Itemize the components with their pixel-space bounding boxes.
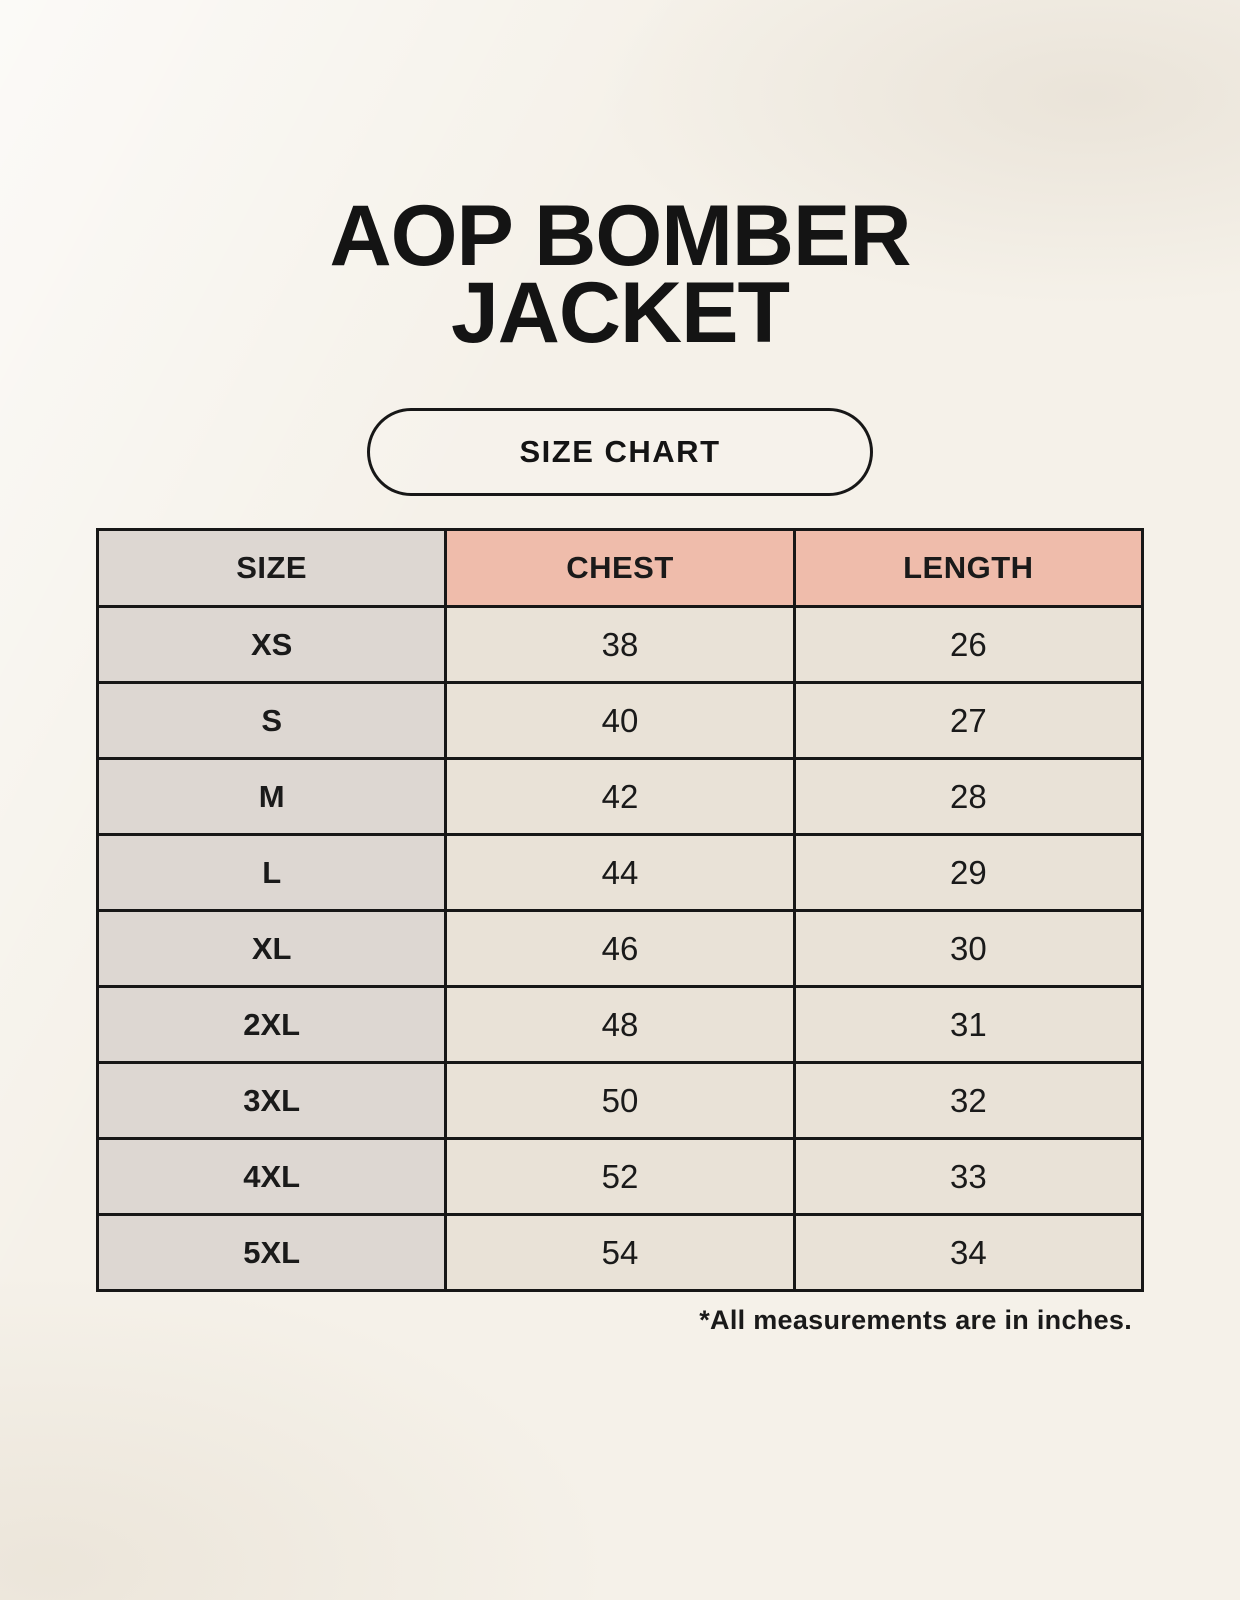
size-cell: 5XL [98,1215,446,1291]
chest-cell: 40 [446,683,794,759]
chest-cell: 46 [446,911,794,987]
length-cell: 33 [794,1139,1142,1215]
header-chest: CHEST [446,530,794,607]
table-header-row [98,530,1143,607]
chest-cell: 54 [446,1215,794,1291]
table-row [98,1215,1143,1291]
header-size: SIZE [98,530,446,607]
length-cell: 31 [794,987,1142,1063]
chest-cell: 44 [446,835,794,911]
size-cell: 3XL [98,1063,446,1139]
chest-cell: 38 [446,607,794,683]
size-chart-badge [367,408,873,496]
page-title-line2: JACKET [450,265,790,361]
chest-cell: 42 [446,759,794,835]
size-cell: 4XL [98,1139,446,1215]
size-cell: S [98,683,446,759]
table-row [98,911,1143,987]
length-cell: 28 [794,759,1142,835]
chest-cell: 48 [446,987,794,1063]
chest-cell: 50 [446,1063,794,1139]
chest-cell: 52 [446,1139,794,1215]
size-chart-badge-label: SIZE CHART [519,434,721,469]
size-cell: XL [98,911,446,987]
table-header [98,530,1143,607]
measurements-footnote: *All measurements are in inches. [699,1305,1132,1335]
table-row [98,835,1143,911]
table-row [98,683,1143,759]
size-cell: M [98,759,446,835]
length-cell: 30 [794,911,1142,987]
size-chart-badge-container [0,408,1240,496]
table-row [98,1139,1143,1215]
size-cell: 2XL [98,987,446,1063]
length-cell: 27 [794,683,1142,759]
size-chart-table [96,528,1144,1292]
size-cell: L [98,835,446,911]
table-row [98,1063,1143,1139]
table-body [98,607,1143,1291]
table-row [98,759,1143,835]
length-cell: 29 [794,835,1142,911]
length-cell: 26 [794,607,1142,683]
header-length: LENGTH [794,530,1142,607]
page-title-line1: AOP BOMBER [329,188,911,284]
table-row [98,607,1143,683]
size-cell: XS [98,607,446,683]
length-cell: 34 [794,1215,1142,1291]
table-row [98,987,1143,1063]
length-cell: 32 [794,1063,1142,1139]
page-title [0,188,1240,361]
